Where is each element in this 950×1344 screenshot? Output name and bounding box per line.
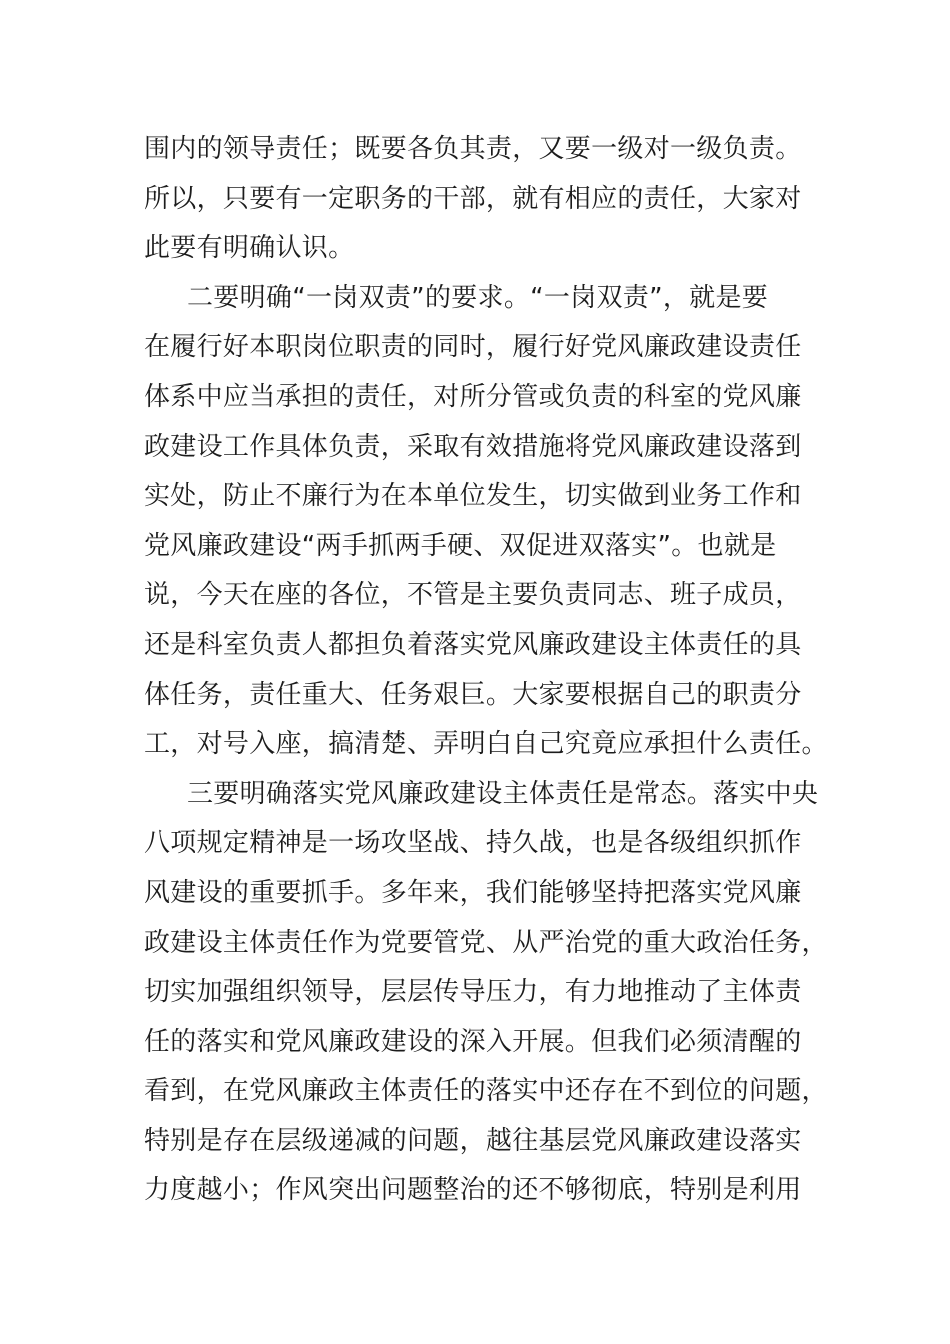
text-line: 党风廉政建设“两手抓两手硬、双促进双落实”。也就是 [144, 530, 777, 561]
text-line: 八项规定精神是一场攻坚战、持久战，也是各级组织抓作 [144, 828, 802, 859]
text-line: 力度越小；作风突出问题整治的还不够彻底，特别是利用 [144, 1175, 802, 1206]
document-body [144, 125, 828, 1216]
text-line: 任的落实和党风廉政建设的深入开展。但我们必须清醒的 [144, 1026, 802, 1057]
text-line: 在履行好本职岗位职责的同时，履行好党风廉政建设责任 [144, 332, 802, 363]
text-line: 特别是存在层级递减的问题，越往基层党风廉政建设落实 [144, 1125, 802, 1156]
text-line: 切实加强组织领导，层层传导压力，有力地推动了主体责 [144, 977, 802, 1008]
text-line: 实处，防止不廉行为在本单位发生，切实做到业务工作和 [144, 481, 802, 512]
paragraph-start-line: 二要明确“一岗双责”的要求。“一岗双责”，就是要 [187, 282, 769, 313]
text-line: 政建设主体责任作为党要管党、从严治党的重大政治任务， [144, 927, 828, 958]
text-line: 所以，只要有一定职务的干部，就有相应的责任，大家对 [144, 183, 802, 214]
paragraph-start-line: 三要明确落实党风廉政建设主体责任是常态。落实中央 [187, 778, 819, 809]
text-line: 风建设的重要抓手。多年来，我们能够坚持把落实党风廉 [144, 877, 802, 908]
text-line: 政建设工作具体负责，采取有效措施将党风廉政建设落到 [144, 431, 802, 462]
text-line: 体任务，责任重大、任务艰巨。大家要根据自己的职责分 [144, 679, 802, 710]
text-line: 工，对号入座，搞清楚、弄明白自己究竟应承担什么责任。 [144, 729, 828, 760]
text-line: 围内的领导责任；既要各负其责，又要一级对一级负责。 [144, 134, 802, 164]
text-line: 看到，在党风廉政主体责任的落实中还存在不到位的问题， [144, 1076, 828, 1107]
text-line: 说，今天在座的各位，不管是主要负责同志、班子成员， [144, 580, 802, 611]
text-line: 此要有明确认识。 [144, 233, 355, 264]
text-line: 还是科室负责人都担负着落实党风廉政建设主体责任的具 [144, 629, 802, 660]
text-line: 体系中应当承担的责任，对所分管或负责的科室的党风廉 [144, 381, 802, 412]
